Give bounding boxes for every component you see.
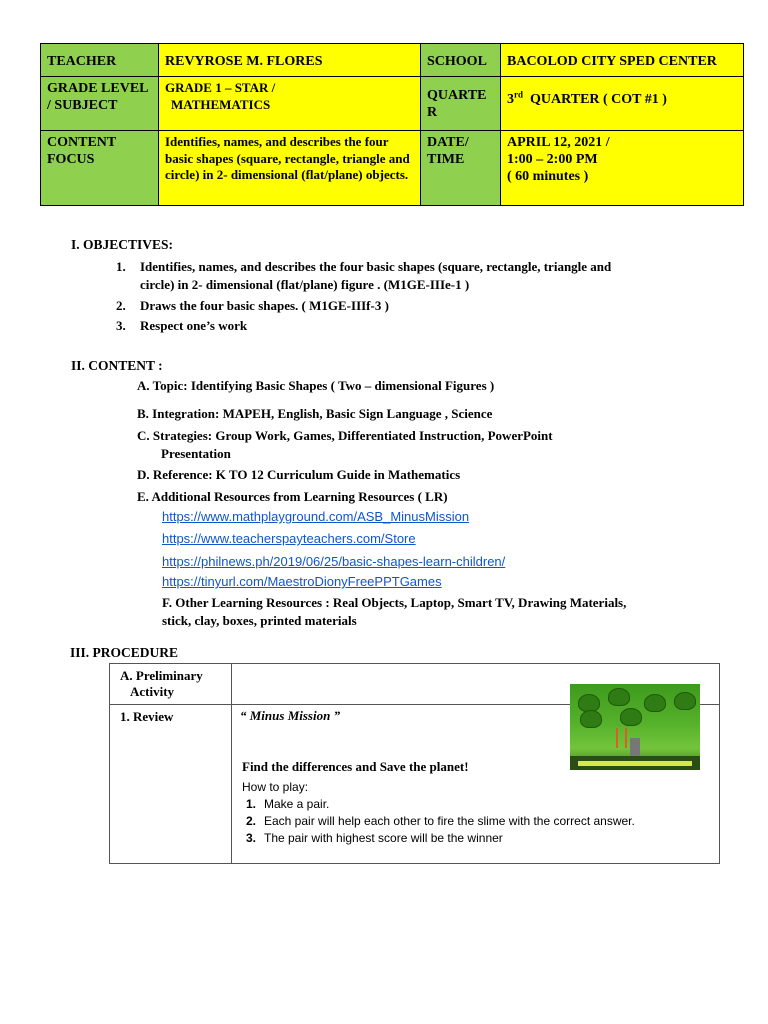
step-2-number: 2.: [246, 814, 257, 828]
quarter-value: [501, 77, 744, 131]
preliminary-label-line2: Activity: [130, 684, 175, 699]
objective-3-number: 3.: [116, 318, 126, 333]
objective-2-number: 2.: [116, 298, 126, 313]
step-3-number: 3.: [246, 831, 257, 845]
objective-3-text: Respect one’s work: [140, 318, 248, 333]
game-title: “ Minus Mission ”: [240, 708, 341, 723]
step-2-text: Each pair will help each other to fire the slime with the correct answer.: [264, 814, 635, 828]
content-strategies-cont: Presentation: [161, 446, 231, 461]
laser-ray: [616, 728, 618, 748]
game-bottom-bar: [570, 756, 700, 770]
content-reference: D. Reference: K TO 12 Curriculum Guide in Mathematics: [137, 467, 461, 482]
date-label: DATE/ TIME: [421, 131, 501, 206]
resource-link-mathplayground[interactable]: https://www.mathplayground.com/ASB_MinusMission: [162, 509, 470, 524]
quarter-suffix: rd: [514, 89, 523, 100]
grade-label: GRADE LEVEL / SUBJECT: [41, 77, 159, 131]
objective-1-number: 1.: [116, 259, 126, 274]
slime-icon: [620, 708, 642, 726]
date-value: [501, 131, 744, 206]
quarter-number: 3: [507, 92, 514, 107]
date-line: APRIL 12, 2021 /: [507, 135, 610, 150]
grade-value-line2: MATHEMATICS: [171, 96, 271, 112]
minus-mission-game-screenshot: [570, 684, 700, 770]
slime-icon: [644, 694, 666, 712]
content-topic: A. Topic: Identifying Basic Shapes ( Two – dimensional Figures ): [137, 378, 495, 393]
objective-1-line1: Identifies, names, and describes the four basic shapes (square, rectangle, triangle and: [140, 259, 612, 274]
laser-ray: [625, 728, 627, 748]
quarter-label: QUARTER: [421, 77, 501, 131]
content-strategies: C. Strategies: Group Work, Games, Differentiated Instruction, PowerPoint: [137, 428, 553, 443]
teacher-label: TEACHER: [41, 44, 159, 77]
quarter-text: QUARTER ( COT #1 ): [530, 92, 667, 107]
objective-1-line2: circle) in 2- dimensional (flat/plane) figure . (M1GE-IIIe-1 ): [140, 277, 470, 292]
procedure-heading: III. PROCEDURE: [70, 645, 179, 660]
content-heading: II. CONTENT :: [71, 358, 163, 373]
time-line: 1:00 – 2:00 PM: [507, 152, 598, 167]
cannon-icon: [630, 738, 640, 756]
duration-line: ( 60 minutes ): [507, 169, 589, 184]
objectives-heading: I. OBJECTIVES:: [71, 237, 174, 252]
slime-icon: [580, 710, 602, 728]
grade-value: [159, 77, 421, 131]
slime-icon: [674, 692, 696, 710]
school-value: BACOLOD CITY SPED CENTER: [501, 44, 744, 77]
content-additional-resources: E. Additional Resources from Learning Resources ( LR): [137, 489, 448, 504]
resource-link-tinyurl[interactable]: https://tinyurl.com/MaestroDionyFreePPTGames: [162, 574, 442, 589]
game-subtitle: Find the differences and Save the planet!: [242, 759, 469, 774]
step-3-text: The pair with highest score will be the winner: [264, 831, 503, 845]
content-focus-label: CONTENT FOCUS: [41, 131, 159, 206]
lesson-header-table: [40, 43, 744, 206]
resource-link-teacherspayteachers[interactable]: https://www.teacherspayteachers.com/Store: [162, 531, 416, 546]
review-label: 1. Review: [110, 705, 232, 864]
teacher-value: REVYROSE M. FLORES: [159, 44, 421, 77]
preliminary-activity-label: [110, 664, 232, 705]
howto-label: How to play:: [242, 780, 309, 794]
grade-value-line1: GRADE 1 – STAR /: [165, 80, 276, 95]
step-1-text: Make a pair.: [264, 797, 330, 811]
objective-2-text: Draws the four basic shapes. ( M1GE-IIIf-3 ): [140, 298, 389, 313]
content-integration: B. Integration: MAPEH, English, Basic Sign Language , Science: [137, 406, 493, 421]
content-other-resources: F. Other Learning Resources : Real Objects, Laptop, Smart TV, Drawing Materials,: [162, 595, 627, 610]
step-1-number: 1.: [246, 797, 257, 811]
preliminary-label-line1: A. Preliminary: [120, 668, 203, 683]
content-other-resources-cont: stick, clay, boxes, printed materials: [162, 613, 357, 628]
resource-link-philnews[interactable]: https://philnews.ph/2019/06/25/basic-shapes-learn-children/: [162, 554, 506, 569]
content-focus-value: Identifies, names, and describes the four basic shapes (square, rectangle, triangle and circle) in 2- dimensional (flat/plane) objects.: [159, 131, 421, 206]
school-label: SCHOOL: [421, 44, 501, 77]
slime-icon: [608, 688, 630, 706]
